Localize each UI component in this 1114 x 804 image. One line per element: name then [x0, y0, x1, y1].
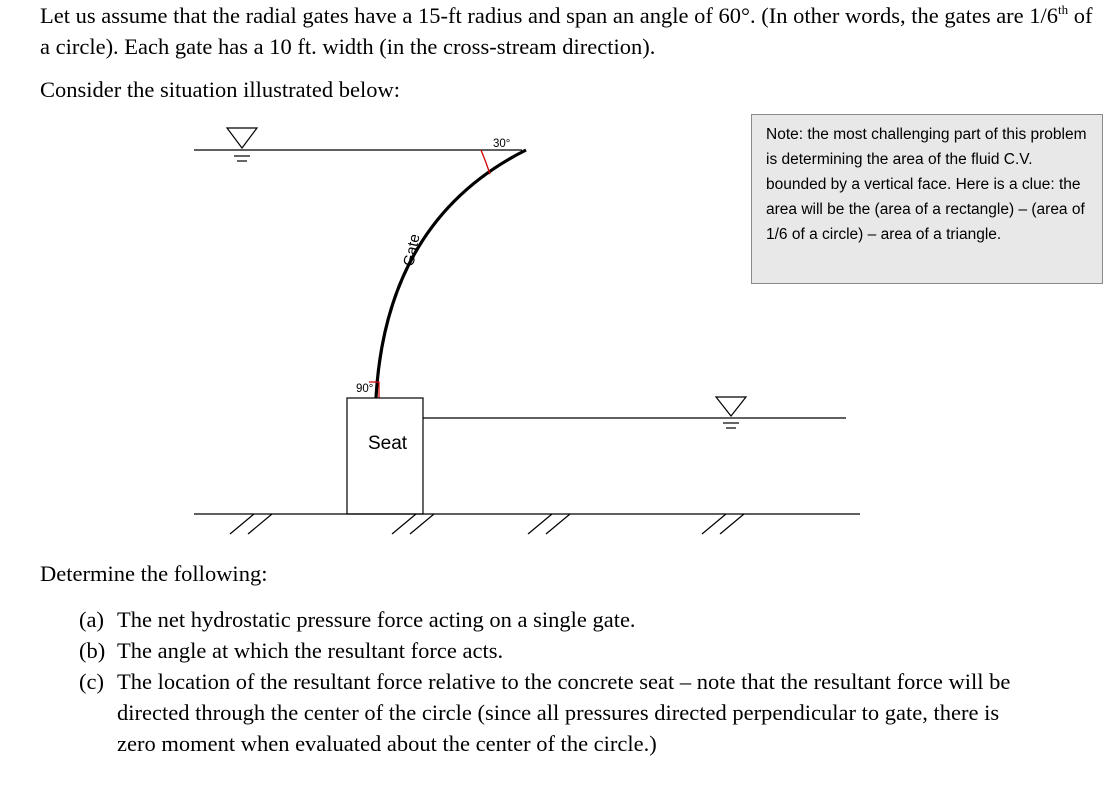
question-item	[79, 635, 1039, 666]
question-text: The net hydrostatic pressure force acting on a single gate.	[117, 607, 636, 632]
angle-bottom-label: 90°	[356, 383, 374, 395]
question-text: The angle at which the resultant force acts.	[117, 638, 504, 663]
intro-superscript: th	[1058, 2, 1069, 17]
gate-label: Gate	[400, 232, 424, 268]
question-label: (b)	[79, 638, 106, 663]
determine-heading: Determine the following:	[40, 561, 268, 586]
question-item	[79, 604, 1039, 635]
intro-text-a: Let us assume that the radial gates have a 15-ft radius and span an angle of 60°. (In other words, the gates are 1/6	[40, 3, 1059, 28]
question-text: The location of the resultant force relative to the concrete seat – note that the resultant force will be directed through the center of the circle (since all pressures directed perpendicular to gate, there is zero moment when evaluated about the center of the circle.)	[117, 669, 1011, 756]
question-label: (c)	[79, 669, 104, 694]
angle-marker-top	[481, 150, 490, 174]
downstream-water-symbol-icon	[716, 397, 746, 428]
intro-paragraph	[40, 0, 1100, 62]
intro-text-b: of a circle). Each gate has a 10 ft. width (in the cross-stream direction).	[40, 3, 1093, 59]
gate-arc	[376, 150, 526, 398]
concrete-seat	[347, 398, 423, 514]
angle-top-label: 30°	[493, 138, 511, 150]
question-item	[79, 666, 1039, 759]
seat-label: Seat	[368, 433, 408, 454]
ground-hatching-icon	[230, 514, 744, 534]
upstream-water-symbol-icon	[227, 128, 257, 161]
question-label: (a)	[79, 607, 104, 632]
note-box: Note: the most challenging part of this problem is determining the area of the fluid C.V. bounded by a vertical face. Here is a clue: the area will be the (area of a rectangle) – (area of 1/6 of a circle) – area of a triangle.	[751, 114, 1103, 284]
consider-paragraph: Consider the situation illustrated below:	[40, 77, 400, 102]
